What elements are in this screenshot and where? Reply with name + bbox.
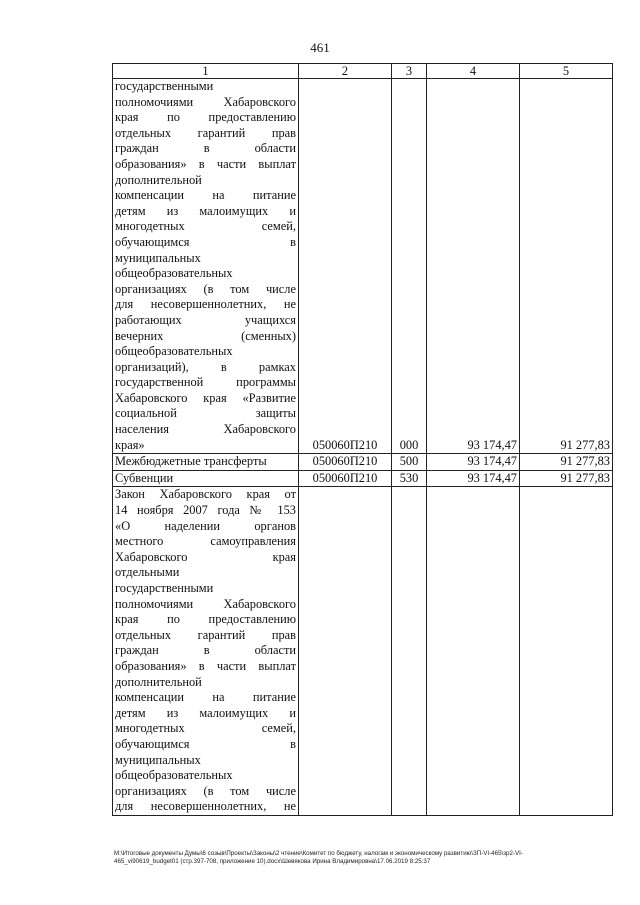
description-line: общеобразовательных xyxy=(115,768,233,783)
row-type: 500 xyxy=(392,454,427,471)
row-amount-1 xyxy=(427,487,520,815)
description-line: государственными xyxy=(115,581,214,595)
description-line: социальной защиты xyxy=(115,406,296,421)
description-line: муниципальных xyxy=(115,752,201,767)
description-line: организациях (в том числе xyxy=(115,783,296,798)
description-line: компенсации на питание xyxy=(115,188,296,203)
row-amount-2: 91 277,83 xyxy=(520,454,613,471)
description-line: детям из малоимущих и xyxy=(115,705,296,720)
description-line: «О наделении органов xyxy=(115,518,296,533)
description-line: организациях (в том числе xyxy=(115,281,296,296)
description-line: многодетных семей, xyxy=(115,219,296,234)
row-type: 530 xyxy=(392,470,427,487)
description-line: дополнительной xyxy=(115,172,202,187)
row-code: 050060П210 xyxy=(299,470,392,487)
table-row xyxy=(113,487,613,815)
description-line: полномочиями Хабаровского xyxy=(115,596,296,611)
row-description xyxy=(113,487,299,815)
description-line: граждан в области xyxy=(115,643,296,658)
header-col-1: 1 xyxy=(113,64,299,79)
description-line: образования» в части выплат xyxy=(115,156,296,171)
description-line: организаций), в рамках xyxy=(115,359,296,374)
description-line: общеобразовательных xyxy=(115,266,233,281)
description-line: полномочиями Хабаровского xyxy=(115,94,296,109)
description-line: работающих учащихся xyxy=(115,312,296,327)
footer-line: M:\Итоговые документы Думы\6 созыв\Проекты\Законы\2 чтение\Комитет по бюджету, налогам и экономическому развитию\ЗП-VI-465\зр2-VI- xyxy=(114,850,523,857)
description-line: компенсации на питание xyxy=(115,690,296,705)
description-line: обучающимся в xyxy=(115,736,296,751)
header-col-4: 4 xyxy=(427,64,520,79)
description-line: края» xyxy=(115,437,145,452)
row-description xyxy=(113,79,299,454)
description-line: отдельных гарантий прав xyxy=(115,125,296,140)
description-line: дополнительной xyxy=(115,674,202,689)
description-line: для несовершеннолетних, не xyxy=(115,799,296,814)
description-line: Хабаровского края xyxy=(115,549,296,564)
header-col-2: 2 xyxy=(299,64,392,79)
description-line: Хабаровского края «Развитие xyxy=(115,390,296,405)
footer-line: 465_vi90619_budget01 (стр.397-708, приложение 10).docx\Шевякова Ирина Владимировна\17.06.2019 8:25:37 xyxy=(114,858,431,865)
description-line: отдельными xyxy=(115,565,180,580)
row-amount-1: 93 174,47 xyxy=(427,470,520,487)
document-path-footer xyxy=(114,850,624,866)
header-row xyxy=(113,64,613,79)
description-line: края по предоставлению xyxy=(115,612,296,627)
row-code: 050060П210 xyxy=(299,79,392,454)
description-line: образования» в части выплат xyxy=(115,658,296,673)
row-type: 000 xyxy=(392,79,427,454)
row-amount-2: 91 277,83 xyxy=(520,79,613,454)
description-line: для несовершеннолетних, не xyxy=(115,297,296,312)
table-row xyxy=(113,470,613,487)
description-line: обучающимся в xyxy=(115,234,296,249)
table-row xyxy=(113,454,613,471)
description-line: 14 ноября 2007 года № 153 xyxy=(115,503,296,518)
row-description: Субвенции xyxy=(113,470,299,487)
row-amount-1: 93 174,47 xyxy=(427,79,520,454)
row-description: Межбюджетные трансферты xyxy=(113,454,299,471)
row-amount-2: 91 277,83 xyxy=(520,470,613,487)
description-line: края по предоставлению xyxy=(115,110,296,125)
table-row xyxy=(113,79,613,454)
row-code xyxy=(299,487,392,815)
row-type xyxy=(392,487,427,815)
budget-table xyxy=(112,63,613,816)
description-line: вечерних (сменных) xyxy=(115,328,296,343)
description-line: детям из малоимущих и xyxy=(115,203,296,218)
description-line: общеобразовательных xyxy=(115,344,233,359)
description-line: местного самоуправления xyxy=(115,534,296,549)
row-amount-1: 93 174,47 xyxy=(427,454,520,471)
header-col-3: 3 xyxy=(392,64,427,79)
header-col-5: 5 xyxy=(520,64,613,79)
description-line: отдельных гарантий прав xyxy=(115,627,296,642)
description-line: населения Хабаровского xyxy=(115,422,296,437)
description-line: муниципальных xyxy=(115,250,201,265)
page-number: 461 xyxy=(310,40,330,55)
description-line: граждан в области xyxy=(115,141,296,156)
description-line: многодетных семей, xyxy=(115,721,296,736)
description-line: государственной программы xyxy=(115,375,296,390)
row-code: 050060П210 xyxy=(299,454,392,471)
row-amount-2 xyxy=(520,487,613,815)
description-line: государственными xyxy=(115,79,214,93)
description-line: Закон Хабаровского края от xyxy=(115,487,296,502)
